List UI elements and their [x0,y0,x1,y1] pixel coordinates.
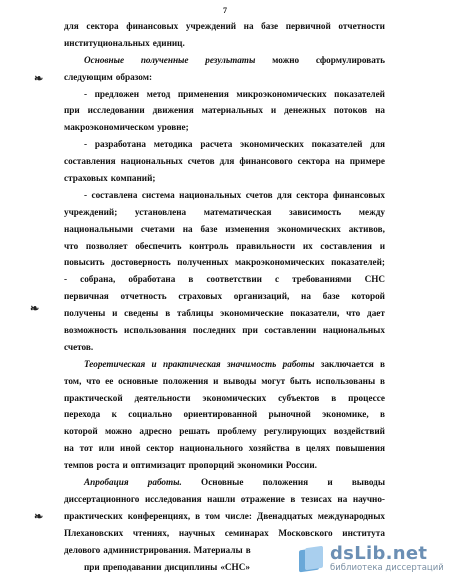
text-line [64,69,385,86]
word: достоверность [111,257,171,268]
word: первичная [64,291,109,302]
word: предложен [94,88,140,99]
word: обработана [128,274,176,285]
word: следующим [64,71,113,82]
word: работы [282,358,315,369]
word: и [327,477,333,488]
word: на [301,291,311,302]
text-line [64,119,385,136]
word: и [112,308,118,319]
word: в [380,409,385,420]
word: счетов [245,189,273,200]
word: что [86,375,101,386]
text-line [64,187,385,204]
word: составлена [91,189,138,200]
word: макроэкономическом [64,122,155,133]
word: семинарах [224,527,269,538]
word: целях [305,443,331,454]
word: сектора [296,189,329,200]
word: национального [179,443,244,454]
word: Апробация [84,477,129,488]
word: при [84,561,100,572]
word: изменения [225,223,270,234]
word: сектора [86,21,119,31]
text-line [64,52,385,69]
word: при [64,105,80,116]
word: и [379,240,385,251]
word: правильности [236,240,296,251]
word: тезисах [300,493,332,504]
word: уровне; [157,122,189,133]
word: метод [146,88,171,99]
word: хозяйства [248,443,290,454]
word: зависимость [289,206,342,217]
word: на [182,223,193,234]
word: том, [64,375,82,386]
word: делового [64,544,101,555]
word: макроэкономических [234,257,325,268]
word: показателей; [331,257,385,268]
word: можно [104,426,133,437]
word: сведены [124,308,159,319]
word: экономике, [322,409,369,420]
word: страховых [64,173,108,184]
word: на [334,156,345,167]
word: ориентированной [183,409,258,420]
word: использования [124,325,187,336]
word: и [151,358,157,369]
text-line [64,406,385,423]
text-line [64,390,385,407]
word: основные [118,375,158,386]
word: СНС [364,274,385,285]
margin-mark-1: ❧ [34,73,44,85]
word: рыночной [268,409,311,420]
text-line [64,238,385,255]
word: адресно [139,426,172,437]
word: показателей [334,88,385,99]
word: дисциплины [164,561,218,572]
word: финансовых [332,189,385,200]
word: можно [272,54,300,65]
word: отчетности [338,21,385,31]
word: контроль [189,240,229,251]
word: дает [367,308,385,319]
word: национальных [179,189,242,200]
word: работы. [147,477,182,488]
word: компаний; [110,173,156,184]
word: процессе [348,392,385,403]
word: решать [179,426,210,437]
word: сектора [297,156,330,167]
text-line [64,271,385,288]
text-line [64,102,385,119]
word: разработана [94,139,146,150]
word: полученные [140,54,189,65]
word: образом: [115,71,153,82]
body-text [64,18,385,575]
word: отчетность [120,291,167,302]
margin-mark-2: ❧ [30,303,40,315]
word: что [346,308,361,319]
word: перехода [64,409,101,420]
word: практических [64,510,123,521]
word: в [379,358,385,369]
word: составления [320,240,373,251]
word: в [165,308,171,319]
word: проблему [217,426,257,437]
text-line [64,356,385,373]
watermark-subtitle: библиотека диссертаций [330,563,444,573]
word: России. [285,460,317,471]
word: таблицы [176,308,214,319]
word: Плехановских [64,527,124,538]
word: которой [351,291,385,302]
word: исследования [144,493,202,504]
word: международных [317,510,385,521]
books-icon [296,544,326,574]
word: и [270,105,277,116]
text-line [64,86,385,103]
word: между [358,206,385,217]
word: применения [177,88,229,99]
word: конференциях, [127,510,191,521]
text-line [64,35,385,52]
word: практическая [162,358,221,369]
word: числе: [225,510,252,521]
word: в [188,274,194,285]
word: соответствии [206,274,262,285]
word: базе [322,291,340,302]
word: могут [261,375,286,386]
text-line [64,221,385,238]
word: показатели, [290,308,340,319]
text-line [64,339,385,356]
word: тот [79,443,93,454]
word: Московского [278,527,333,538]
word: Основные [84,54,125,65]
word: на [375,105,385,116]
word: темпов [64,460,94,471]
word: научно- [352,493,385,504]
word: субъектов [278,392,320,403]
word: Двенадцатых [256,510,313,521]
text-line [64,525,385,542]
word: в [195,510,201,521]
word: к [111,409,117,420]
text-line [64,18,385,35]
word: математическая [203,206,272,217]
word: в [331,392,337,403]
word: единиц. [152,37,185,48]
word: - [84,189,88,200]
word: - [64,274,68,285]
word: научных [178,527,216,538]
word: потоков [333,105,368,116]
word: Основные [201,477,244,488]
text-line [64,508,385,525]
word: в [379,375,385,386]
word: на [64,443,74,454]
word: для [219,156,235,167]
word: полученных [177,257,229,268]
word: экономических [277,223,341,234]
word: сформулировать [315,54,385,65]
word: национальных [322,325,385,336]
word: или [98,443,115,454]
text-line [64,254,385,271]
word: финансового [239,156,293,167]
word: получены [64,308,106,319]
word: пропорций [188,460,235,471]
word: базе [200,223,218,234]
word: последних [192,325,236,336]
word: активов, [348,223,385,234]
word: требованиями [292,274,352,285]
word: расчета [200,139,233,150]
word: для [64,21,79,31]
word: Материалы [193,544,243,555]
word: материальных [201,105,263,116]
watermark-name: dsLib.net [330,543,428,564]
word: страховых [178,291,223,302]
word: сектор [146,443,174,454]
word: финансовых [126,21,179,31]
word: денежных [284,105,326,116]
word: Теоретическая [84,358,146,369]
text-line [64,153,385,170]
word: с [275,274,280,285]
word: повысить [64,257,105,268]
word: заключается [320,358,374,369]
word: экономики [237,460,283,471]
word: на [243,21,254,31]
word: их [302,240,313,251]
word: для [277,189,292,200]
word: что [64,240,79,251]
word: в [295,443,301,454]
word: значимость [226,358,277,369]
text-line [64,373,385,390]
word: - [84,139,88,150]
word: первичной [285,21,331,31]
word: в [290,493,296,504]
word: нашли [207,493,236,504]
word: и [213,375,219,386]
word: экономических [240,139,304,150]
word: института [342,527,385,538]
word: отражение [240,493,285,504]
text-line [64,170,385,187]
word: роста [96,460,120,471]
word: для [370,139,385,150]
word: оптимизацит [130,460,186,471]
margin-mark-3: ❧ [34,511,44,523]
word: выводы [351,477,385,488]
word: движения [152,105,194,116]
text-line [64,136,385,153]
word: - [84,88,88,99]
word: экономические [220,308,284,319]
word: национальных [120,156,183,167]
word: социально [128,409,173,420]
word: организаций, [233,291,290,302]
word: воздействий [333,426,385,437]
word: быть [290,375,312,386]
word: счетов. [64,341,94,352]
word: система [141,189,175,200]
word: иной [120,443,141,454]
word: возможность [64,325,118,336]
text-line [64,204,385,221]
word: установлена [134,206,187,217]
word: экономических [202,392,267,403]
text-line [64,457,385,474]
word: показателей [311,139,363,150]
word: учреждений [185,21,237,31]
word: повышения [335,443,385,454]
word: выводы [223,375,257,386]
word: и [122,460,128,471]
word: чтениях, [132,527,170,538]
word: составлении [264,325,317,336]
word: составления [64,156,116,167]
word: «СНС» [220,561,250,572]
word: исследовании [87,105,145,116]
text-line [64,474,385,491]
word: на [337,493,348,504]
word: преподавании [102,561,162,572]
word: учреждений; [64,206,118,217]
word: положения [162,375,209,386]
word: базе [261,21,279,31]
word: ее [105,375,114,386]
dslib-watermark [296,542,446,576]
text-line [64,305,385,322]
word: примере [349,156,385,167]
word: институциональных [64,37,150,48]
word: администрирования. [103,544,191,555]
word: методика [153,139,193,150]
word: счетами [140,223,175,234]
word: обеспечить [135,240,182,251]
word: регулирующих [263,426,327,437]
word: результаты [205,54,256,65]
text-line [64,322,385,339]
word: в [245,544,251,555]
page-number: 7 [223,6,227,15]
text-line [64,423,385,440]
word: микроэкономических [236,88,327,99]
word: использованы [315,375,376,386]
text-line [64,440,385,457]
word: при [242,325,258,336]
word: собрана, [80,274,116,285]
word: которой [64,426,98,437]
word: положения [262,477,309,488]
word: национальными [64,223,134,234]
word: диссертационного [64,493,140,504]
word: деятельности [134,392,191,403]
word: счетов [187,156,215,167]
text-line [64,288,385,305]
word: позволяет [85,240,128,251]
text-line [64,491,385,508]
word: практической [64,392,123,403]
word: том [205,510,221,521]
